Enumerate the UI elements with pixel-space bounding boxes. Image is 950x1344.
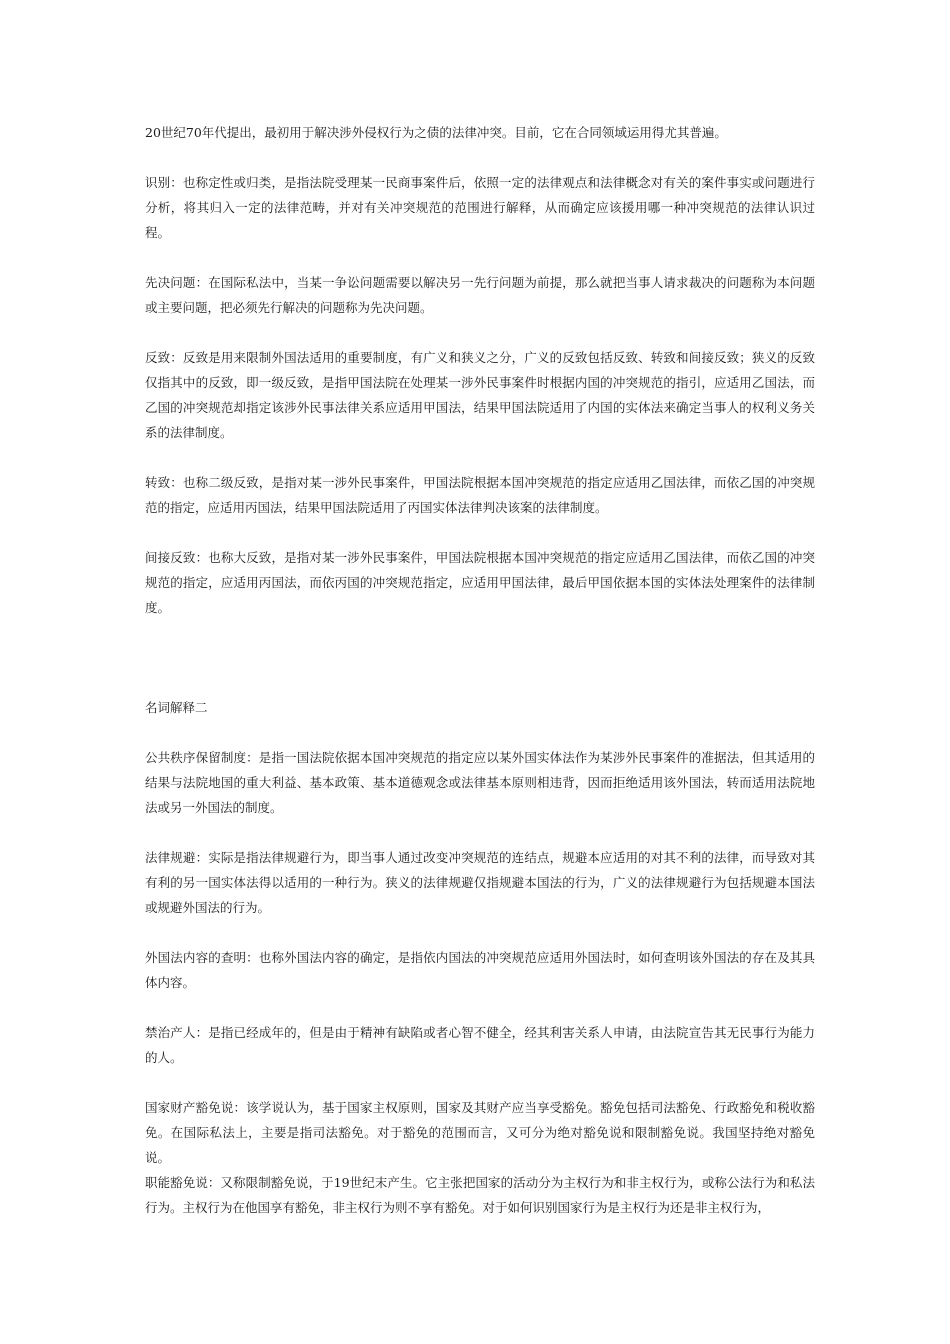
paragraph-preliminary-question: 先决问题：在国际私法中，当某一争讼问题需要以解决另一先行问题为前提，那么就把当事人请求裁决的问题称为本问题或主要问题，把必须先行解决的问题称为先决问题。 bbox=[145, 275, 815, 315]
paragraph-characterization: 识别：也称定性或归类，是指法院受理某一民商事案件后，依照一定的法律观点和法律概念对有关的案件事实或问题进行分析，将其归入一定的法律范畴，并对有关冲突规范的范围进行解释，从而确定应该援用哪一种冲突规范的法律认识过程。 bbox=[145, 175, 815, 240]
paragraph-interdicted-person: 禁治产人：是指已经成年的，但是由于精神有缺陷或者心智不健全，经其利害关系人申请，由法院宣告其无民事行为能力的人。 bbox=[145, 1025, 815, 1065]
paragraph-transmission: 转致：也称二级反致，是指对某一涉外民事案件，甲国法院根据本国冲突规范的指定应适用乙国法律，而依乙国的冲突规范的指定，应适用丙国法，结果甲国法院适用了丙国实体法律判决该案的法律制度。 bbox=[145, 475, 815, 515]
paragraph-public-policy: 公共秩序保留制度：是指一国法院依据本国冲突规范的指定应以某外国实体法作为某涉外民事案件的准据法，但其适用的结果与法院地国的重大利益、基本政策、基本道德观念或法律基本原则相违背，因而拒绝适用该外国法，转而适用法院地法或另一外国法的制度。 bbox=[145, 750, 815, 815]
paragraph-state-property-immunity: 国家财产豁免说：该学说认为，基于国家主权原则，国家及其财产应当享受豁免。豁免包括司法豁免、行政豁免和税收豁免。在国际私法上，主要是指司法豁免。对于豁免的范围而言，又可分为绝对豁免说和限制豁免说。我国坚持绝对豁免说。 bbox=[145, 1100, 815, 1165]
paragraph-indirect-renvoi: 间接反致：也称大反致，是指对某一涉外民事案件，甲国法院根据本国冲突规范的指定应适用乙国法律，而依乙国的冲突规范的指定，应适用丙国法，而依丙国的冲突规范指定，应适用甲国法律，最后甲国依据本国的实体法处理案件的法律制度。 bbox=[145, 550, 815, 615]
paragraph-evasion-of-law: 法律规避：实际是指法律规避行为，即当事人通过改变冲突规范的连结点，规避本应适用的对其不利的法律，而导致对其有利的另一国实体法得以适用的一种行为。狭义的法律规避仅指规避本国法的行为，广义的法律规避行为包括规避本国法或规避外国法的行为。 bbox=[145, 850, 815, 915]
paragraph-conflict-origin: 20世纪70年代提出，最初用于解决涉外侵权行为之债的法律冲突。目前，它在合同领域运用得尤其普遍。 bbox=[145, 125, 727, 140]
document-page bbox=[145, 120, 815, 1220]
paragraph-foreign-law-ascertainment: 外国法内容的查明：也称外国法内容的确定，是指依内国法的冲突规范应适用外国法时，如何查明该外国法的存在及其具体内容。 bbox=[145, 950, 815, 990]
paragraph-functional-immunity: 职能豁免说：又称限制豁免说，于19世纪末产生。它主张把国家的活动分为主权行为和非主权行为，或称公法行为和私法行为。主权行为在他国享有豁免，非主权行为则不享有豁免。对于如何识别国家行为是主权行为还是非主权行为， bbox=[145, 1175, 815, 1215]
section-title: 名词解释二 bbox=[145, 700, 208, 715]
paragraph-renvoi: 反致：反致是用来限制外国法适用的重要制度，有广义和狭义之分，广义的反致包括反致、转致和间接反致；狭义的反致仅指其中的反致，即一级反致，是指甲国法院在处理某一涉外民事案件时根据内国的冲突规范的指引，应适用乙国法，而乙国的冲突规范却指定该涉外民事法律关系应适用甲国法，结果甲国法院适用了内国的实体法来确定当事人的权利义务关系的法律制度。 bbox=[145, 350, 815, 440]
